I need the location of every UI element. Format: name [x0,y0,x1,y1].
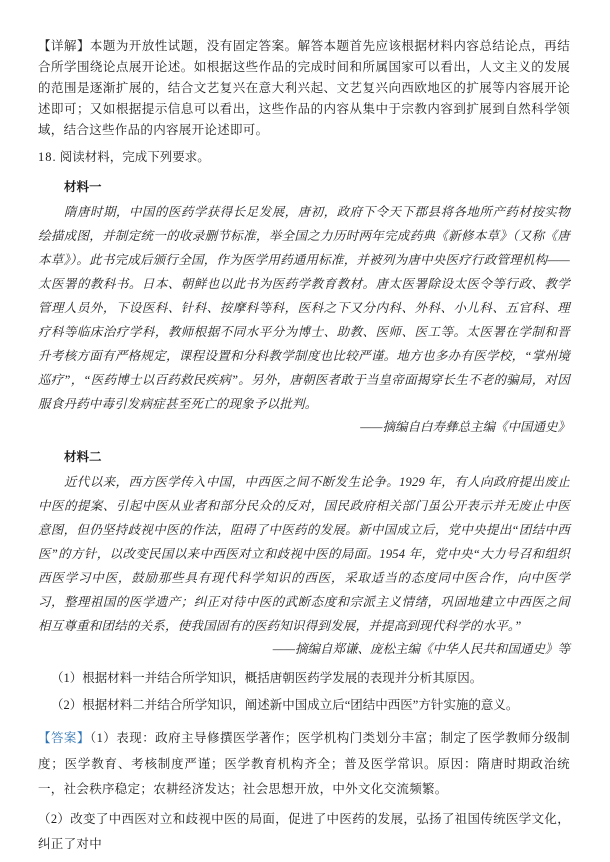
sub-question-2: （2）根据材料二并结合所学知识，阐述新中国成立后“团结中西医”方针实施的意义。 [51,698,519,712]
question-18-intro: 阅读材料，完成下列要求。 [59,150,210,164]
detail-text: 本题为开放性试题，没有固定答案。解答本题首先应该根据材料内容总结论点，再结合所学围绕论点展开论述。如根据这些作品的完成时间和所属国家可以看出，人文主义的发展的范围是逐渐扩展的，结合文艺复兴在意大利兴起、文艺复兴向西欧地区的扩展等内容展开论述即可；又如根据提示信息可以看出，这些作品的内容从集中于宗教内容到扩展到自然科学领域，结合这些作品的内容展开论述即可。 [38,39,570,137]
material-2-source: ——摘编自郑谦、庞松主编《中华人民共和国通史》等 [272,642,570,656]
material-2-body: 近代以来，西方医学传入中国，中西医之间不断发生论争。1929 年，有人向政府提出废止中医的提案、引起中医从业者和部分民众的反对，国民政府相关部门虽公开表示并无废止中医意图，但仍坚持歧视中医的作法，阻碍了中医药的发展。新中国成立后，党中央提出“团结中西医”的方针，以改变民国以来中西医对立和歧视中医的局面。1954 年，党中央“大力号召和组织西医学习中医，鼓励那些具有现代科学知识的西医，采取适当的态度同中医合作，向中医学习，整理祖国的医学遗产；纠正对待中医的武断态度和宗派主义情绪，巩固地建立中西医之间相互尊重和团结的关系，使我国固有的医药知识得到发展，并提高到现代科学的水平。” [38,475,570,633]
detail-label: 【详解】 [38,39,90,53]
sub-question-1: （1）根据材料一并结合所学知识，概括唐朝医药学发展的表现并分析其原因。 [51,671,483,685]
answer-paragraph-1 [38,726,570,803]
question-18-line [38,147,570,168]
answer-part1-text: （1）表现：政府主导修撰医学著作；医学机构门类划分丰富；制定了医学教师分级制度；医学教育、考核制度严谨；医学教育机构齐全；普及医学常识。原因：隋唐时期政治统一，社会秩序稳定；农耕经济发达；社会思想开放，中外文化交流频繁。 [38,731,570,796]
material-2-heading: 材料二 [64,450,102,464]
answer-label: 【答案】 [38,731,90,745]
material-1-body: 隋唐时期，中国的医药学获得长足发展，唐初，政府下令天下郡县将各地所产药材按实物绘描成图，并制定统一的收录删节标准，举全国之力历时两年完成药典《新修本草》（又称《唐本草》）。此书完成后颁行全国，作为医学用药通用标准，并被列为唐中央医疗行政管理机构——太医署的教科书。日本、朝鲜也以此书为医药学教育教材。唐太医署除设太医令等行政、教学管理人员外，下设医科、针科、按摩科等科，医科之下又分内科、外科、小儿科、五官科、理疗科等临床治疗学科，教师根据不同水平分为博士、助教、医师、医工等。太医署在学制和晋升考核方面有严格规定，课程设置和分科教学制度也比较严谨。地方也多办有医学校，“掌州境巡疗”，“医药博士以百药救民疾病”。另外，唐朝医者敢于当皇帝面揭穿长生不老的骗局，对因服食丹药中毒引发病症甚至死亡的现象予以批判。 [38,205,570,411]
material-1-heading: 材料一 [64,180,102,194]
detail-paragraph [38,36,570,141]
sub-questions [38,665,570,719]
question-18-number: 18. [38,150,57,164]
answer-paragraph-2: （2）改变了中西医对立和歧视中医的局面，促进了中医药的发展，弘扬了祖国传统医学文化，纠正了对中 [38,811,570,851]
material-1-source: ——摘编自白寿彝总主编《中国通史》 [360,420,570,434]
